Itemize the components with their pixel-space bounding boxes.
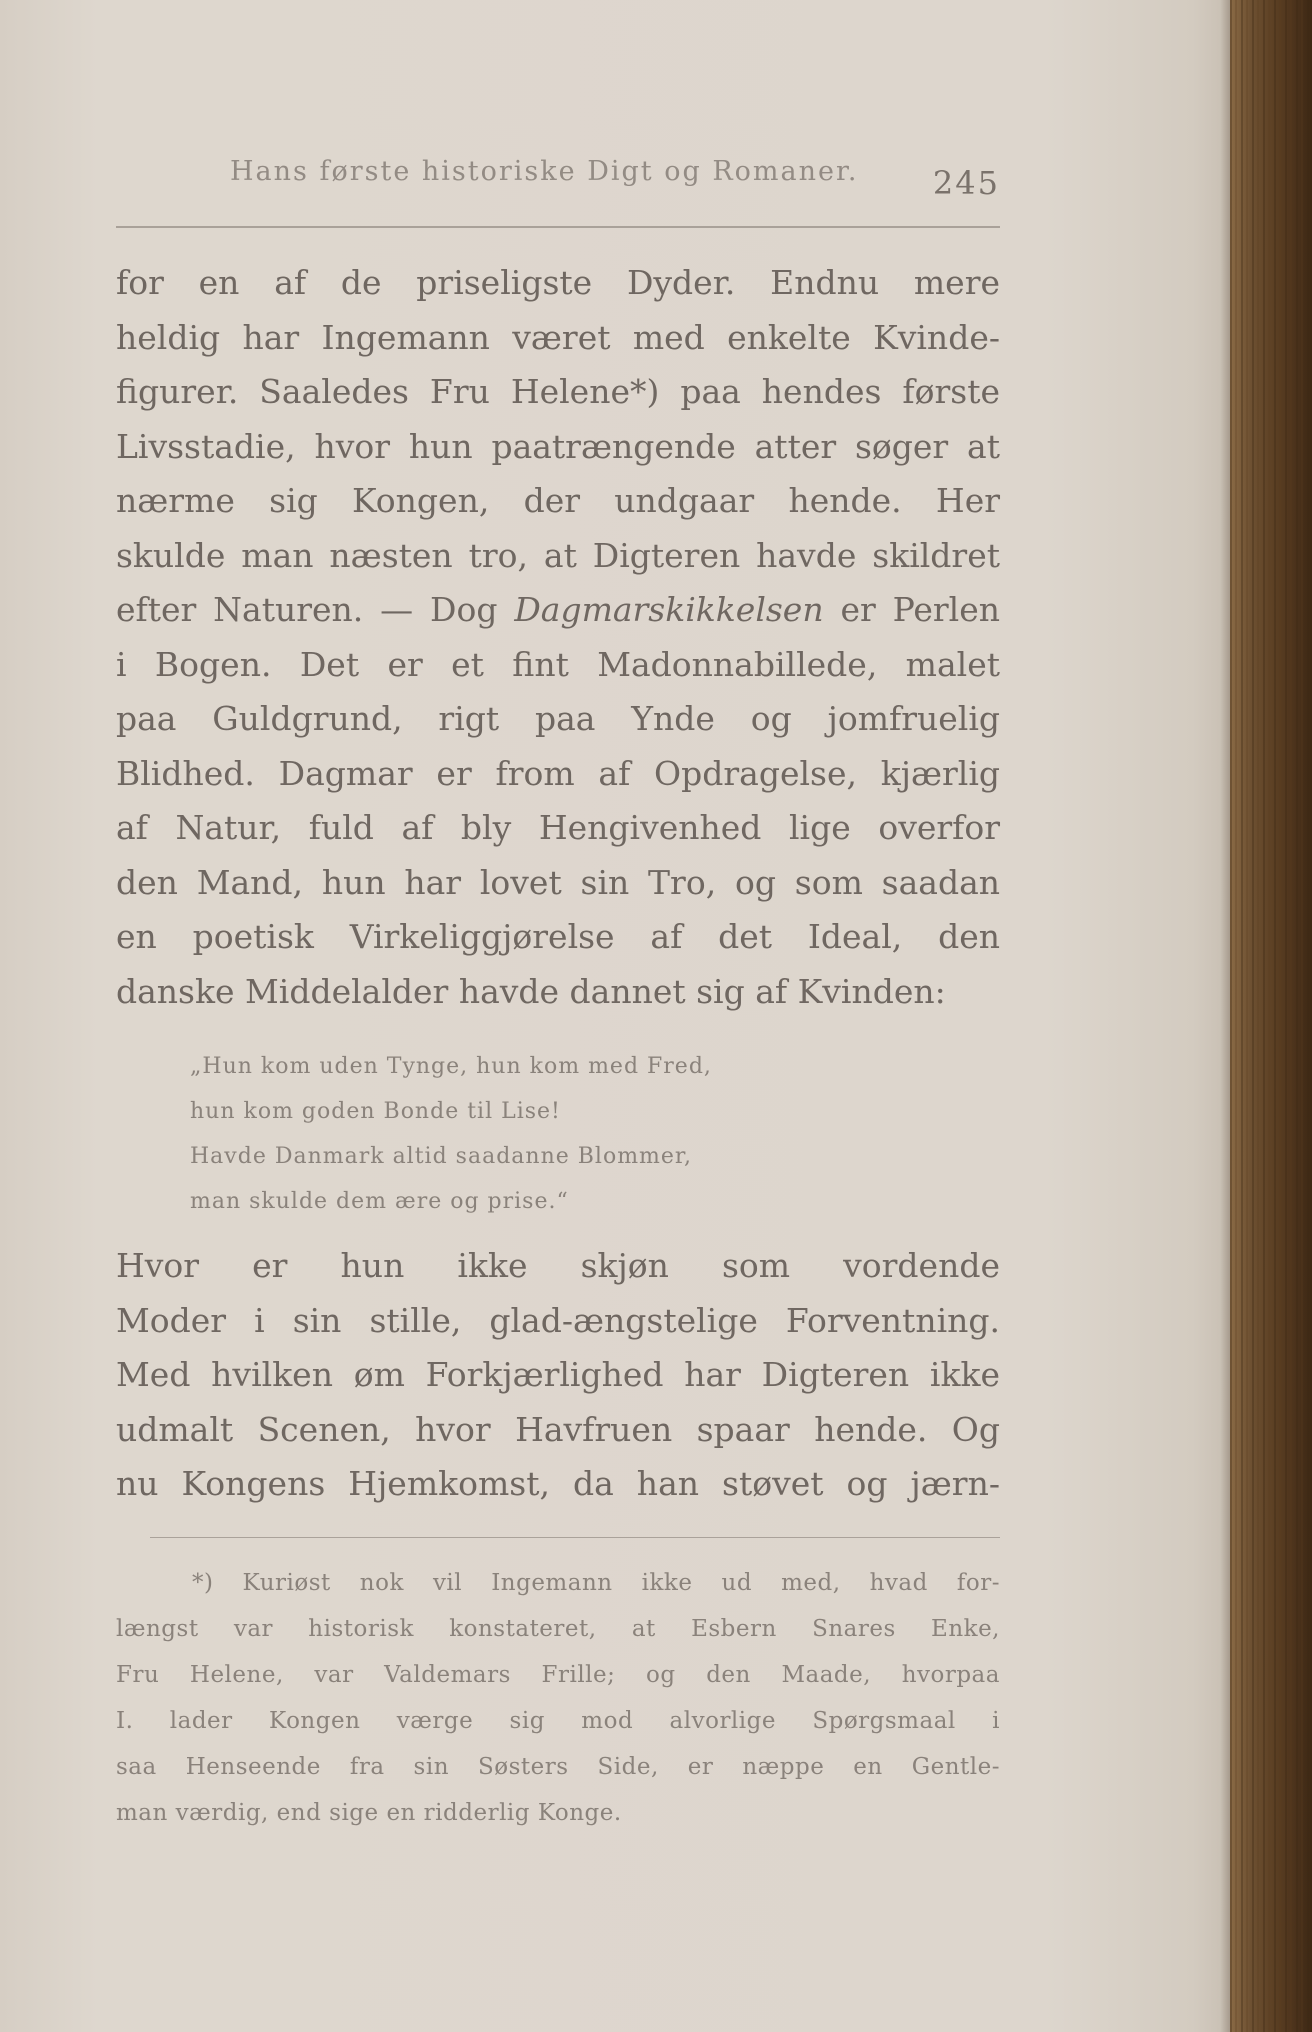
text-line: Livsstadie, hvor hun paatrængende atter søger at xyxy=(116,426,1000,466)
header-rule xyxy=(116,226,1000,228)
footnote-line: man værdig, end sige en ridderlig Konge. xyxy=(116,1800,622,1826)
footnote-line: I. lader Kongen værge sig mod alvorlige Spørgsmaal i xyxy=(116,1708,1000,1734)
text-line: nu Kongens Hjemkomst, da han støvet og jærn- xyxy=(116,1464,1000,1503)
running-title: Hans første historiske Digt og Romaner. xyxy=(230,156,859,187)
footnote-line: *) Kuriøst nok vil Ingemann ikke ud med, hvad for- xyxy=(192,1570,1000,1596)
book-spine xyxy=(1230,0,1312,2032)
page-header xyxy=(230,156,1000,206)
text-line: den Mand, hun har lovet sin Tro, og som saadan xyxy=(116,862,1000,902)
footnote-line: saa Henseende fra sin Søsters Side, er næppe en Gentle- xyxy=(116,1754,1000,1780)
footnote-rule xyxy=(150,1537,1000,1538)
text-line: Blidhed. Dagmar er from af Opdragelse, kjærlig xyxy=(116,753,1000,793)
footnote-line: længst var historisk konstateret, at Esbern Snares Enke, xyxy=(116,1616,1000,1642)
text-line-with-italic xyxy=(116,583,1000,638)
page-number: 245 xyxy=(932,164,1000,202)
text-line: for en af de priseligste Dyder. Endnu mere xyxy=(116,263,1000,302)
main-text-continued xyxy=(116,1239,1000,1512)
verse-line: „Hun kom uden Tynge, hun kom med Fred, xyxy=(190,1054,712,1079)
verse-line: man skulde dem ære og prise.“ xyxy=(190,1189,569,1214)
footnote-line: Fru Helene, var Valdemars Frille; og den Maade, hvorpaa xyxy=(116,1662,1000,1688)
verse-line: hun kom goden Bonde til Lise! xyxy=(190,1099,561,1124)
italic-term: Dagmarskikkelsen xyxy=(514,590,824,629)
text-line: nærme sig Kongen, der undgaar hende. Her xyxy=(116,481,1000,520)
text-segment: efter Naturen. — Dog xyxy=(116,590,498,629)
text-segment: er Perlen xyxy=(840,590,1000,629)
verse-line: Havde Danmark altid saadanne Blommer, xyxy=(190,1144,693,1169)
text-line: Moder i sin stille, glad-ængstelige Forventning. xyxy=(116,1300,1000,1340)
text-line: Med hvilken øm Forkjærlighed har Digteren ikke xyxy=(116,1355,1000,1394)
text-line: paa Guldgrund, rigt paa Ynde og jomfruelig xyxy=(116,699,1000,738)
main-text xyxy=(116,256,1000,1019)
text-line: figurer. Saaledes Fru Helene*) paa hendes første xyxy=(116,372,1000,411)
text-line: danske Middelalder havde dannet sig af Kvinden: xyxy=(116,971,946,1011)
text-line: udmalt Scenen, hvor Havfruen spaar hende. Og xyxy=(116,1409,1000,1449)
text-line: i Bogen. Det er et fint Madonnabillede, malet xyxy=(116,644,1000,684)
text-line: af Natur, fuld af bly Hengivenhed lige overfor xyxy=(116,808,1000,847)
text-line: heldig har Ingemann været med enkelte Kvinde- xyxy=(116,317,1000,357)
verse-quote xyxy=(190,1044,950,1224)
text-line: en poetisk Virkeliggjørelse af det Ideal, den xyxy=(116,917,1000,956)
text-line: Hvor er hun ikke skjøn som vordende xyxy=(116,1246,1000,1285)
footnote xyxy=(116,1560,1000,1836)
page-gutter-shadow xyxy=(1220,0,1230,2032)
text-line: skulde man næsten tro, at Digteren havde skildret xyxy=(116,535,1000,575)
